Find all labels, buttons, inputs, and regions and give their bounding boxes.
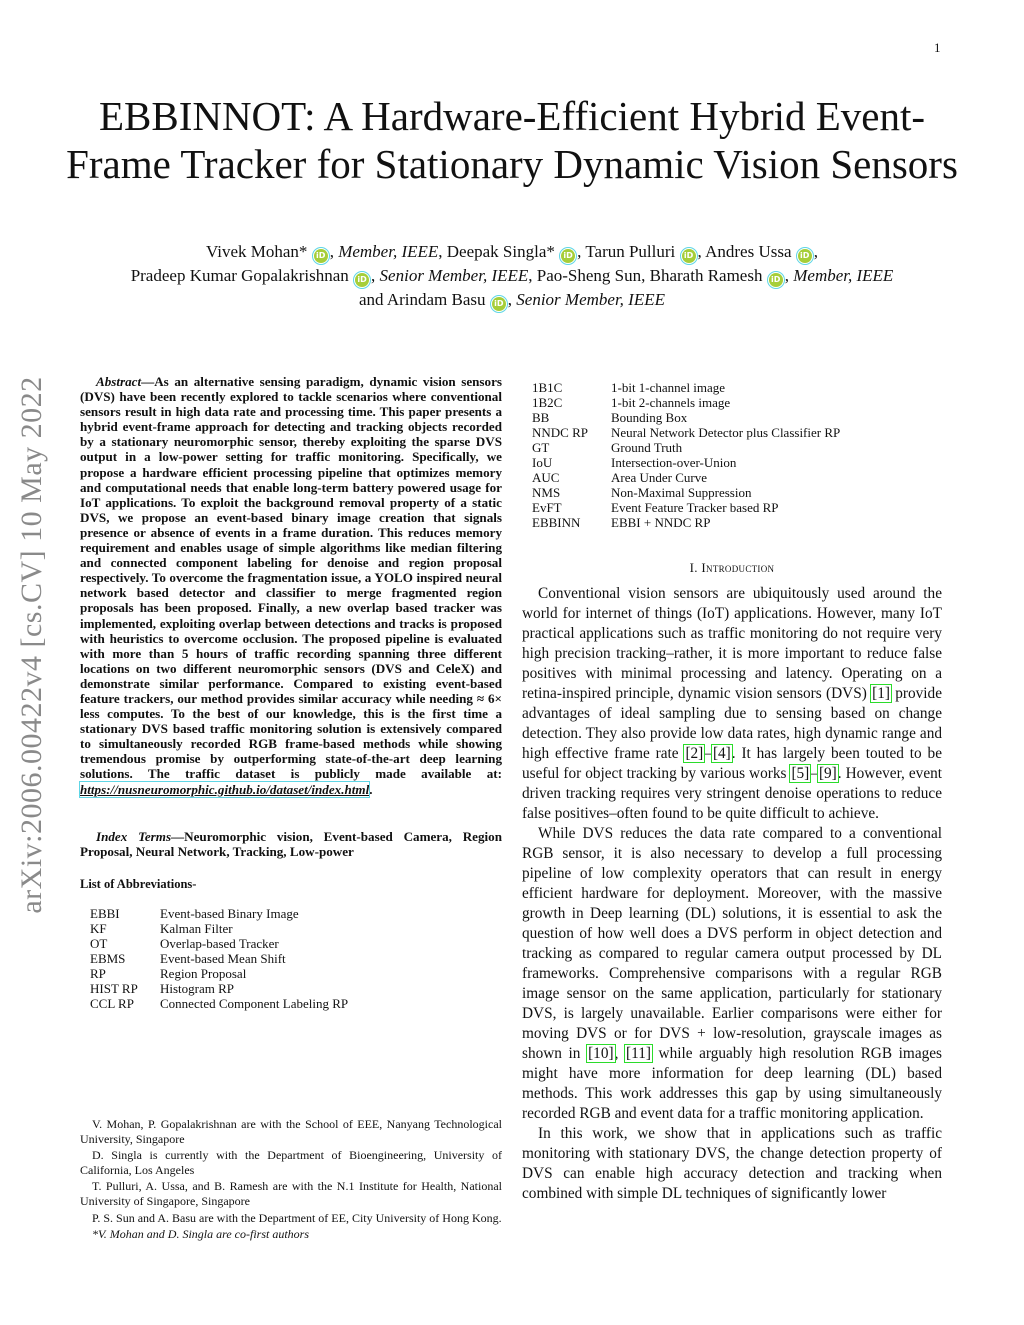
abbreviation-key: CCL RP [90,995,134,1011]
text: While DVS reduces the data rate compared to a conventional RGB sensor, it is also necessary to develop a full processing pipeline of low complexity operators that can result in energy efficient hardware for deployment. Moreover, with the massive growth in Deep learning (DL) solutions, it is essential to ask the question of how well does a DVS perform in object detection and tracking as compared to regular camera output processed by DL frameworks. Comprehensive comparisons with a regular RGB image sensor on the same application, particularly for stationary DVS, is largely unavailable. Earlier comparisons were either for moving DVS or for DVS + low-resolution, grayscale images as shown in [522,825,942,1062]
abbreviation-row [532,395,840,410]
footnote: D. Singla is currently with the Department of Bioengineering, University of California, Los Angeles [80,1148,502,1177]
abbreviation-row [90,921,348,936]
orcid-icon[interactable]: iD [355,273,369,287]
author-name: Bharath Ramesh [649,266,763,285]
author-name: Vivek Mohan* [206,242,308,261]
abbreviation-row [90,906,348,921]
abbreviation-key: 1B2C [532,395,563,410]
citation-link[interactable]: [11] [626,1045,651,1062]
paragraph [522,584,942,824]
text: – [810,765,818,782]
author-role: Senior Member, IEEE [516,290,665,309]
abbreviation-meaning: Non-Maximal Suppression [611,485,752,500]
author-role: Senior Member, IEEE [379,266,529,285]
author-line-1: Vivek Mohan* iD , Member, IEEE, Deepak Singla* iD , Tarun Pulluri iD , Andres Ussa iD , [206,242,818,261]
footnotes [80,1117,502,1244]
footnote: V. Mohan, P. Gopalakrishnan are with the School of EEE, Nanyang Technological University, Singapore [80,1117,502,1146]
abbreviation-meaning: EBBI + NNDC RP [611,515,711,530]
citation-link[interactable]: [2] [685,745,704,762]
abstract-text: —As an alternative sensing paradigm, dynamic vision sensors (DVS) have been recently explored to tackle scenarios where conventional sensors result in high data rate and processing time. This paper presents a hybrid event-frame approach for detecting and tracking objects recorded by a stationary neuromorphic sensor, thereby exploiting the sparse DVS output in a low-power setting for traffic monitoring. Specifically, we propose a hardware efficient processing pipeline that optimizes memory and computational needs that enable long-term battery powered usage for IoT applications. To exploit the background removal property of a static DVS, we propose an event-based binary image creation that signals presence or absence of events in a frame duration. This reduces memory requirement and enables usage of simple algorithms like median filtering and connected component labeling for denoise and region proposal respectively. To overcome the fragmentation issue, a YOLO inspired neural network based detector and classifier to merge fragmented region proposals has been proposed. Finally, a new overlap based tracker was implemented, exploiting overlap between detections and tracks is proposed with heuristics to overcome occlusion. The proposed pipeline is evaluated with more than 5 hours of traffic recording spanning three different locations on two different neuromorphic sensors (DVS and CeleX) and demonstrate similar performance. Compared to existing event-based feature trackers, our method provides similar accuracy while needing ≈ 6× less computes. To the best of our knowledge, this is the first time a stationary DVS based traffic monitoring solution is extensively compared to simultaneously recorded RGB frame-based methods while showing tremendous promise by outperforming state-of-the-art deep learning solutions. The traffic dataset is publicly made available at: [80,374,502,782]
abbreviation-row [532,485,840,500]
abbreviation-key: BB [532,410,550,425]
abstract-label: Abstract [96,374,142,389]
arxiv-sidebar [8,345,56,945]
arxiv-identifier: arXiv:2006.00422v4 [cs.CV] 10 May 2022 [15,376,48,914]
text: . However, event driven tracking requires very stringent denoise operations to reduce false positives–often found to be quite difficult to achieve. [522,765,943,822]
text: while arguably high resolution RGB images might have more information for deep learning (DL) based methods. This work addresses this gap by using simultaneously recorded RGB and event data for a traffic monitoring application. [522,1045,942,1122]
author-line-3: and Arindam Basu iD , Senior Member, IEEE [358,290,665,309]
abbreviations-heading: List of Abbreviations- [80,876,197,891]
index-terms-text: —Neuromorphic vision, Event-based Camera, Region Proposal, Neural Network, Tracking, Low-power [80,828,502,859]
abbreviation-row [532,470,840,485]
abbreviation-row [532,515,840,530]
abbreviation-key: IoU [532,455,553,470]
text: – [704,745,712,762]
abbreviation-meaning: Bounding Box [611,410,688,425]
author-line-2: Pradeep Kumar Gopalakrishnan iD , Senior Member, IEEE, Pao-Sheng Sun, Bharath Ramesh iD , Member, IEEE [130,266,894,285]
abbreviation-row [532,500,840,515]
orcid-icon[interactable]: iD [314,249,328,263]
footnote: P. S. Sun and A. Basu are with the Department of EE, City University of Hong Kong. [92,1210,502,1225]
abbreviation-meaning: Kalman Filter [160,920,233,936]
abbreviation-meaning: Event Feature Tracker based RP [611,500,779,515]
abbreviation-key: EBBINN [532,515,581,530]
abbreviation-key: OT [90,935,108,951]
right-column [522,380,942,1204]
abbreviation-meaning: Event-based Binary Image [160,905,299,921]
abbreviation-row [532,380,840,395]
abbreviation-key: NNDC RP [532,425,588,440]
index-terms [80,829,502,859]
paragraph [522,824,942,1124]
orcid-icon[interactable]: iD [561,249,575,263]
text: . It has largely been touted to be useful for object tracking by various works [522,745,942,782]
footnote: T. Pulluri, A. Ussa, and B. Ramesh are with the N.1 Institute for Health, National University of Singapore, Singapore [80,1179,502,1208]
author-name: Pao-Sheng Sun [536,266,642,285]
author-role: Member, IEEE [338,242,439,261]
author-list [60,240,964,312]
author-name: Tarun Pulluri [585,242,676,261]
abbreviation-meaning: 1-bit 1-channel image [611,380,726,395]
left-column [80,374,502,1011]
orcid-icon[interactable]: iD [492,297,506,311]
abbreviation-row [90,996,348,1011]
abbreviation-key: NMS [532,485,561,500]
author-name: Andres Ussa [705,242,792,261]
author-role: Member, IEEE [793,266,894,285]
abbreviation-key: 1B1C [532,380,563,395]
abbreviation-meaning: Region Proposal [160,965,247,981]
abbreviation-row [90,951,348,966]
index-terms-label: Index Terms [96,828,172,844]
abbreviation-row [532,425,840,440]
text: In this work, we show that in applications such as traffic monitoring with stationary DVS, the change detection property of DVS can enable high accuracy detection and tracking when combined with simple DL techniques of significantly lower [522,1125,942,1202]
abbreviation-meaning: Overlap-based Tracker [160,935,279,951]
citation-link[interactable]: [1] [872,685,890,702]
abbreviation-key: RP [90,965,106,981]
section-number: I. [689,560,698,575]
page-number: 1 [934,40,941,55]
citation-link[interactable]: [10] [588,1045,614,1062]
abbreviation-row [90,936,348,951]
abbreviation-meaning: Connected Component Labeling RP [160,995,349,1011]
abbreviation-row [532,410,840,425]
author-name: Deepak Singla* [446,242,555,261]
dataset-link[interactable]: https://nusneuromorphic.github.io/dataset/index.html [80,781,370,797]
abbreviation-key: EBMS [90,950,126,966]
abbreviation-key: EvFT [532,500,562,515]
abbreviation-key: GT [532,440,550,455]
abbreviation-key: KF [90,920,107,936]
abbreviation-row [532,455,840,470]
citation-link[interactable]: [4] [712,745,731,762]
section-heading [522,560,942,576]
author-name: Pradeep Kumar Gopalakrishnan [130,266,349,285]
abbreviation-row [90,966,348,981]
abstract [80,374,502,797]
paragraph [522,1124,942,1204]
paper-title: EBBINNOT: A Hardware-Efficient Hybrid Event-Frame Tracker for Stationary Dynamic Vision Sensors [66,93,958,187]
orcid-icon[interactable]: iD [769,273,783,287]
orcid-icon[interactable]: iD [682,249,696,263]
author-name: and Arindam Basu [358,290,486,309]
section-title: Introduction [701,560,775,575]
abbreviation-key: HIST RP [90,980,138,996]
abbreviation-meaning: Ground Truth [611,440,683,455]
citation-link[interactable]: [5] [791,765,810,782]
text: , [614,1045,626,1062]
text: Conventional vision sensors are ubiquitously used around the world for internet of things (IoT) applications. However, many IoT practical applications such as traffic monitoring do not require very high precision tracking–rather, it is more important to reduce false positives with minimal processing and latency. Operating on a retina-inspired principle, dynamic vision sensors (DVS) [522,585,942,702]
abbreviation-key: EBBI [90,905,120,921]
abbreviation-row [90,981,348,996]
text: provide advantages of ideal sampling due to sensing based on change detection. They also provide low data rates, high dynamic range and high effective frame rate [522,685,943,762]
abbreviation-meaning: Histogram RP [160,980,235,996]
abbreviation-meaning: 1-bit 2-channels image [611,395,731,410]
abbreviations-table-left [90,906,348,1011]
abbreviation-meaning: Area Under Curve [611,470,708,485]
abbreviation-meaning: Neural Network Detector plus Classifier RP [611,425,841,440]
orcid-icon[interactable]: iD [798,249,812,263]
abbreviation-meaning: Event-based Mean Shift [160,950,286,966]
footnote: *V. Mohan and D. Singla are co-first authors [92,1227,310,1242]
abbreviations-table-right [532,380,840,530]
introduction-body [522,584,942,1204]
abbreviation-row [532,440,840,455]
abstract-end: . [369,781,373,797]
abbreviation-meaning: Intersection-over-Union [611,455,737,470]
citation-link[interactable]: [9] [818,765,837,782]
abbreviation-key: AUC [532,470,560,485]
